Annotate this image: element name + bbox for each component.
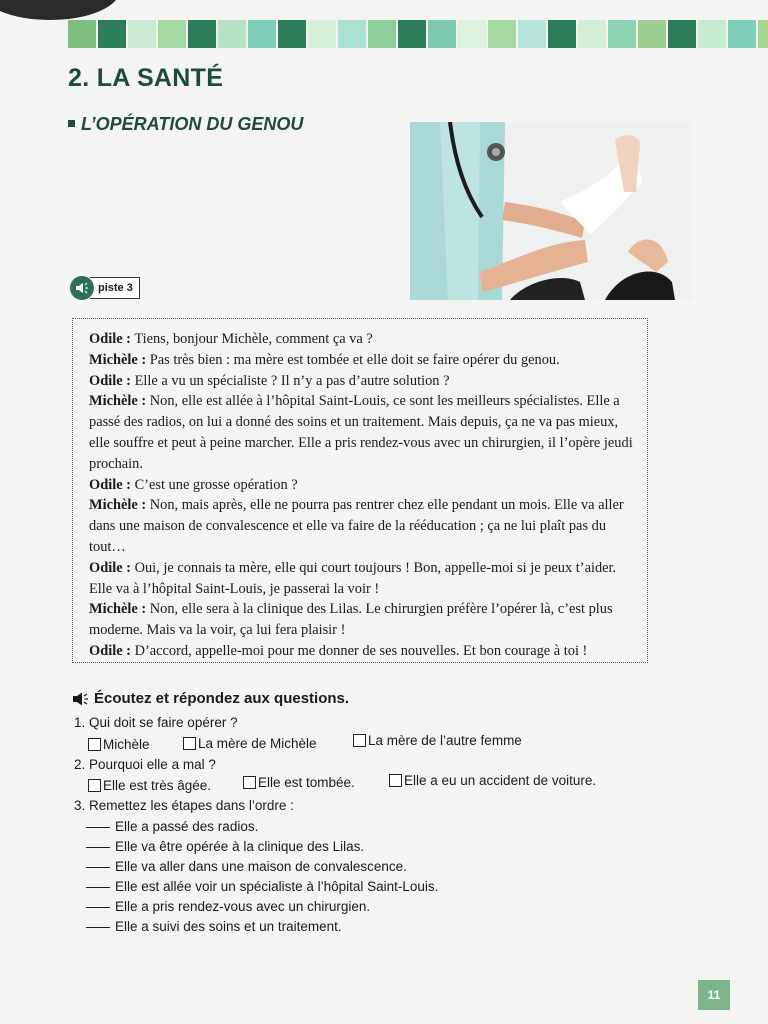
- speaker-name: Odile :: [89, 372, 131, 389]
- stripe-square: [638, 20, 666, 48]
- q3-step[interactable]: [86, 919, 342, 934]
- dialogue-line: [89, 641, 635, 662]
- question-1-label: 1. Qui doit se faire opérer ?: [74, 715, 238, 730]
- checkbox-icon[interactable]: [88, 738, 101, 751]
- stripe-square: [698, 20, 726, 48]
- stripe-square: [248, 20, 276, 48]
- stripe-square: [368, 20, 396, 48]
- speaker-name: Odile :: [89, 331, 131, 347]
- q3-step[interactable]: [86, 839, 364, 854]
- stripe-square: [578, 20, 606, 48]
- section-title: 2. LA SANTÉ: [68, 64, 224, 92]
- dialogue-line: [89, 329, 635, 350]
- dialogue-line: [89, 350, 635, 371]
- question-3-label: 3. Remettez les étapes dans l’ordre :: [74, 798, 294, 813]
- audio-track-badge[interactable]: [70, 276, 140, 300]
- stripe-square: [218, 20, 246, 48]
- stripe-square: [728, 20, 756, 48]
- speaker-name: Michèle :: [89, 497, 147, 514]
- q2-option-3[interactable]: [389, 773, 596, 788]
- square-bullet-icon: [68, 120, 75, 127]
- q2-option-1-label: Elle est très âgée.: [103, 778, 212, 793]
- page-number: 11: [698, 980, 730, 1010]
- q3-step[interactable]: [86, 859, 407, 874]
- stripe-square: [398, 20, 426, 48]
- q3-step-text: Elle a pris rendez-vous avec un chirurgien.: [115, 899, 371, 914]
- q1-option-3[interactable]: [353, 733, 522, 748]
- q3-step-text: Elle a passé des radios.: [115, 819, 259, 834]
- checkbox-icon[interactable]: [353, 734, 366, 747]
- stripe-square: [338, 20, 366, 48]
- q1-option-1-label: Michèle: [103, 737, 150, 752]
- answer-blank[interactable]: [86, 907, 110, 908]
- dialogue-text: D’accord, appelle-moi pour me donner de ses nouvelles. Et bon courage à toi !: [130, 642, 588, 659]
- audio-track-label: piste 3: [90, 277, 140, 299]
- speaker-name: Odile :: [89, 559, 131, 576]
- q2-option-2-label: Elle est tombée.: [258, 775, 355, 790]
- lesson-subtitle: [68, 114, 303, 135]
- exercise-instruction: [72, 690, 349, 707]
- stripe-square: [488, 20, 516, 48]
- stripe-square: [518, 20, 546, 48]
- dialogue-box: [72, 318, 648, 663]
- q1-option-2[interactable]: [183, 736, 317, 751]
- dialogue-text: Elle a vu un spécialiste ? Il n’y a pas d’autre solution ?: [130, 372, 450, 389]
- q2-option-2[interactable]: [243, 775, 355, 790]
- question-2: [74, 757, 216, 772]
- dialogue-text: Non, elle sera à la clinique des Lilas. Le chirurgien préfère l’opérer là, c’est plus moderne. Mais va la voir, ça lui fera plaisir !: [89, 601, 613, 639]
- checkbox-icon[interactable]: [183, 737, 196, 750]
- q3-step-text: Elle va être opérée à la clinique des Lilas.: [115, 839, 365, 854]
- question-3: [74, 798, 294, 813]
- corner-decoration: [0, 0, 120, 20]
- dialogue-line: [89, 371, 635, 392]
- q3-step[interactable]: [86, 899, 370, 914]
- answer-blank[interactable]: [86, 827, 110, 828]
- answer-blank[interactable]: [86, 927, 110, 928]
- stripe-square: [98, 20, 126, 48]
- speaker-name: Michèle :: [89, 601, 147, 618]
- exercise-instruction-text: Écoutez et répondez aux questions.: [94, 690, 350, 707]
- q3-step[interactable]: [86, 879, 438, 894]
- q3-step-text: Elle va aller dans une maison de convalescence.: [115, 859, 407, 874]
- dialogue-text: Oui, je connais ta mère, elle qui court toujours ! Bon, appelle-moi si je peux t’aider. Elle va à l’hôpital Saint-Louis, je passerai la voir !: [89, 559, 617, 597]
- q2-option-3-label: Elle a eu un accident de voiture.: [404, 773, 597, 788]
- stripe-square: [278, 20, 306, 48]
- speaker-name: Odile :: [89, 476, 131, 493]
- dialogue-line: [89, 495, 635, 557]
- stripe-square: [758, 20, 768, 48]
- stripe-square: [458, 20, 486, 48]
- stripe-square: [308, 20, 336, 48]
- q3-step[interactable]: [86, 819, 258, 834]
- doctor-knee-illustration: [410, 122, 692, 300]
- question-2-label: 2. Pourquoi elle a mal ?: [74, 757, 216, 772]
- answer-blank[interactable]: [86, 867, 110, 868]
- q2-option-1[interactable]: [88, 778, 211, 793]
- answer-blank[interactable]: [86, 887, 110, 888]
- q3-step-text: Elle a suivi des soins et un traitement.: [115, 919, 342, 934]
- checkbox-icon[interactable]: [389, 774, 402, 787]
- dialogue-line: [89, 475, 635, 496]
- stripe-square: [68, 20, 96, 48]
- dialogue-text: Tiens, bonjour Michèle, comment ça va ?: [130, 331, 373, 347]
- dialogue-line: [89, 558, 635, 600]
- dialogue-line: [89, 599, 635, 641]
- speaker-icon: [72, 692, 90, 706]
- question-1: [74, 715, 238, 730]
- answer-blank[interactable]: [86, 847, 110, 848]
- speaker-name: Odile :: [89, 642, 131, 659]
- stripe-square: [128, 20, 156, 48]
- color-stripe-banner: [68, 20, 768, 48]
- stripe-square: [668, 20, 696, 48]
- stripe-square: [548, 20, 576, 48]
- q1-option-3-label: La mère de l’autre femme: [368, 733, 522, 748]
- dialogue-text: Pas très bien : ma mère est tombée et elle doit se faire opérer du genou.: [146, 351, 560, 368]
- stripe-square: [188, 20, 216, 48]
- checkbox-icon[interactable]: [243, 776, 256, 789]
- dialogue-text: Non, elle est allée à l’hôpital Saint-Louis, ce sont les meilleurs spécialistes. Elle a passé des radios, on lui a donné des soins et un traitement. Mais depuis, ça ne va pas mieux, elle souffre et peut à peine marcher. Elle a pris rendez-vous avec un chirurgien, il l’opère jeudi prochain.: [89, 393, 633, 472]
- q1-option-2-label: La mère de Michèle: [198, 736, 317, 751]
- dialogue-text: Non, mais après, elle ne pourra pas rentrer chez elle pendant un mois. Elle va aller dans une maison de convalescence et elle va faire de la rééducation ; ça ne lui plaît pas du tout…: [89, 497, 624, 555]
- checkbox-icon[interactable]: [88, 779, 101, 792]
- speaker-name: Michèle :: [89, 393, 147, 410]
- lesson-subtitle-text: L’OPÉRATION DU GENOU: [81, 114, 304, 134]
- speaker-icon: [70, 276, 94, 300]
- stripe-square: [608, 20, 636, 48]
- dialogue-text: C’est une grosse opération ?: [130, 476, 298, 493]
- dialogue-line: [89, 391, 635, 474]
- q3-step-text: Elle est allée voir un spécialiste à l’hôpital Saint-Louis.: [115, 879, 439, 894]
- speaker-name: Michèle :: [89, 351, 147, 368]
- doctor-knee-photo: [410, 122, 692, 300]
- stripe-square: [428, 20, 456, 48]
- q1-option-1[interactable]: [88, 737, 150, 752]
- stripe-square: [158, 20, 186, 48]
